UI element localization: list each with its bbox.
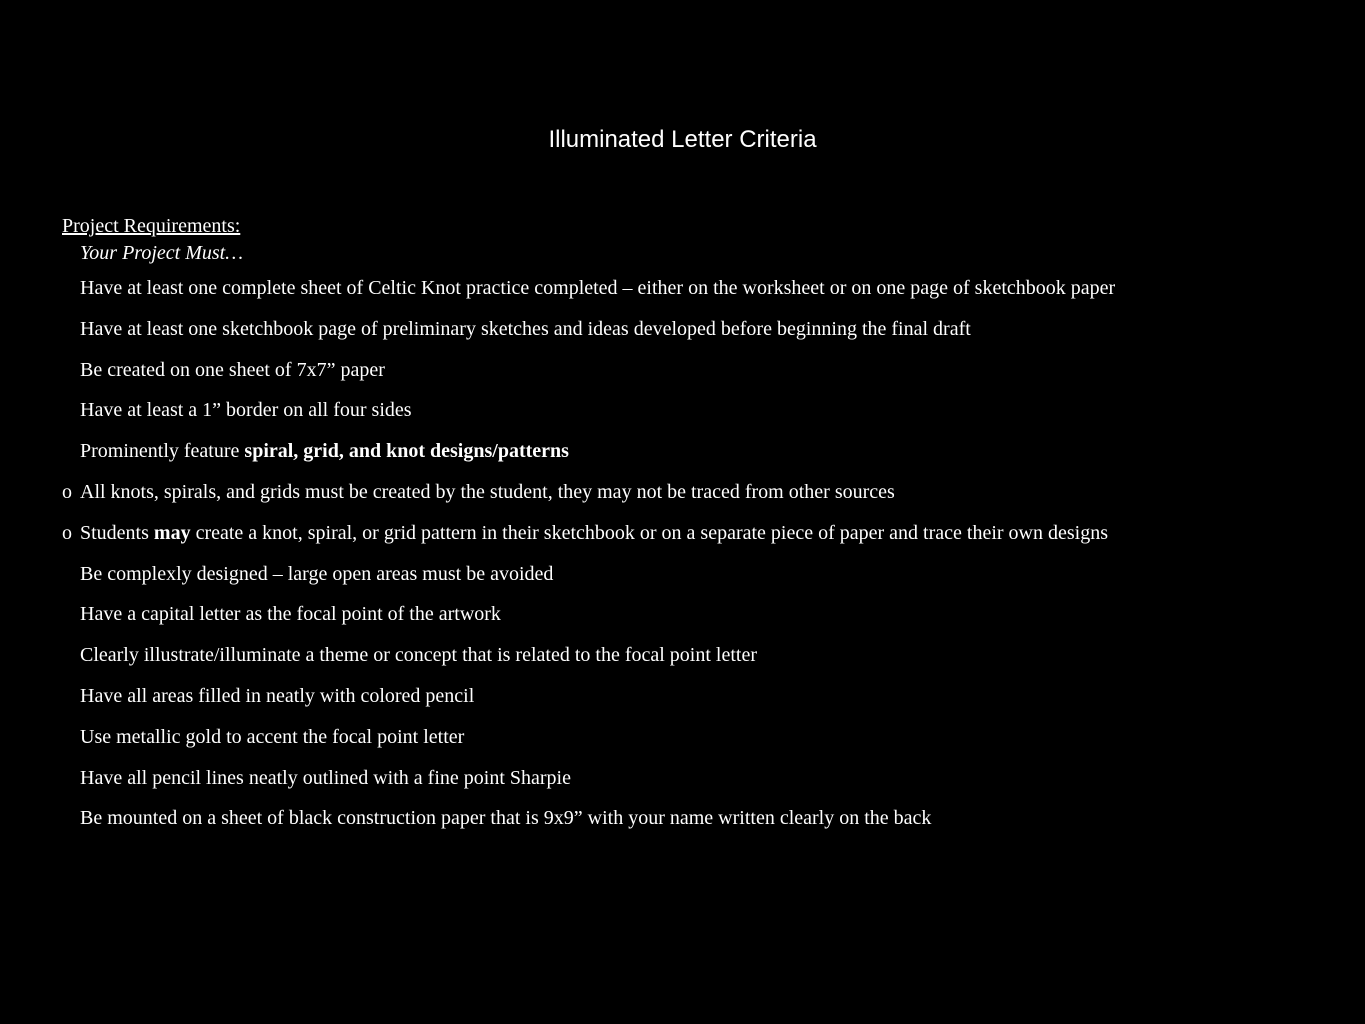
requirement-text: Have all pencil lines neatly outlined with a fine point Sharpie [80, 766, 571, 789]
requirement-text: Have a capital letter as the focal point of the artwork [80, 603, 501, 626]
requirement-emphasis: may [153, 521, 191, 544]
requirement-item [62, 309, 1322, 350]
requirement-item [62, 758, 1322, 799]
requirement-item [62, 717, 1322, 758]
requirement-text: Be created on one sheet of 7x7” paper [80, 358, 385, 381]
requirement-text: Have at least one complete sheet of Celtic Knot practice completed – either on the worksheet or on one page of sketchbook paper [80, 277, 1116, 299]
requirement-item [62, 798, 1322, 839]
requirement-item [62, 635, 1322, 676]
requirements-section [62, 212, 1322, 839]
requirement-item [62, 431, 1322, 472]
requirement-item [62, 390, 1322, 431]
section-subheading: Your Project Must… [80, 242, 243, 264]
requirement-text: All knots, spirals, and grids must be created by the student, they may not be traced from other sources [80, 480, 895, 503]
requirement-item [62, 350, 1322, 391]
circle-bullet-icon: o [62, 480, 72, 503]
requirement-item [62, 268, 1322, 309]
requirement-text: Clearly illustrate/illuminate a theme or concept that is related to the focal point letter [80, 644, 757, 667]
requirement-text: Have all areas filled in neatly with colored pencil [80, 684, 475, 707]
circle-bullet-icon: o [62, 521, 72, 544]
requirement-text: Prominently feature [80, 440, 245, 463]
requirement-text: create a knot, spiral, or grid pattern in their sketchbook or on a separate piece of paper and trace their own designs [190, 521, 1108, 544]
sub-requirement-item [62, 472, 1322, 513]
requirement-item [62, 594, 1322, 635]
requirement-emphasis: spiral, grid, and knot designs/patterns [244, 440, 569, 463]
requirement-text: Be complexly designed – large open areas must be avoided [80, 562, 554, 585]
sub-requirement-item [62, 513, 1322, 554]
requirement-item [62, 676, 1322, 717]
requirement-text: Have at least a 1” border on all four sides [80, 399, 412, 422]
requirement-text: Be mounted on a sheet of black construction paper that is 9x9” with your name written clearly on the back [80, 807, 932, 830]
section-heading: Project Requirements: [62, 215, 241, 237]
requirement-text: Have at least one sketchbook page of preliminary sketches and ideas developed before beginning the final draft [80, 317, 971, 340]
requirement-text: Use metallic gold to accent the focal point letter [80, 725, 465, 748]
slide-title: Illuminated Letter Criteria [548, 126, 817, 153]
requirement-text: Students [80, 521, 154, 544]
requirement-item [62, 554, 1322, 595]
